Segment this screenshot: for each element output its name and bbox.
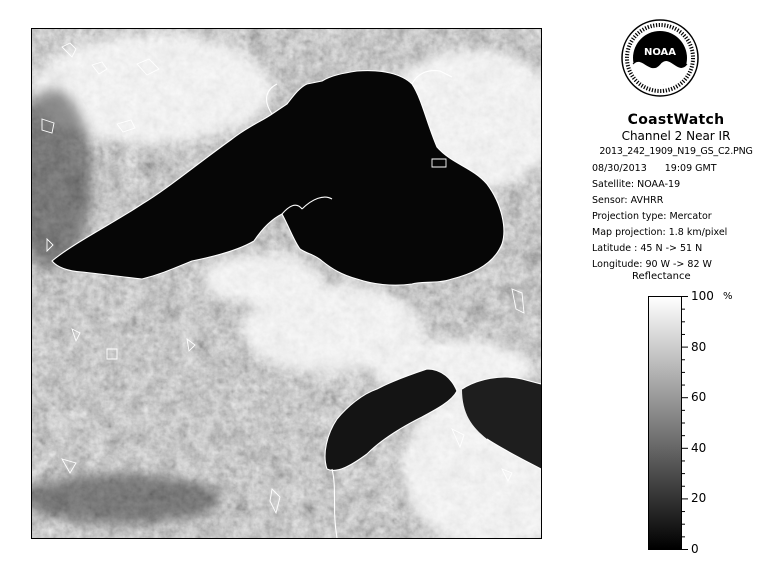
- colorbar-ticks: [681, 296, 741, 556]
- logo-label: NOAA: [643, 47, 677, 58]
- satellite-label: Satellite: NOAA-19: [592, 179, 681, 190]
- channel-label: Channel 2 Near IR: [621, 129, 731, 143]
- colorbar-tick-label: 40: [691, 440, 707, 455]
- map-projection-label: Map projection: 1.8 km/pixel: [592, 227, 728, 238]
- satellite-image: [31, 28, 542, 539]
- colorbar-tick-label: 80: [691, 339, 707, 354]
- noaa-logo: [620, 18, 700, 102]
- colorbar-tick-label: 20: [691, 491, 707, 506]
- projection-type-label: Projection type: Mercator: [592, 211, 712, 222]
- reflectance-colorbar: [648, 296, 682, 550]
- colorbar-tick-label: 100: [691, 289, 714, 303]
- acquisition-date: 08/30/2013: [592, 163, 647, 174]
- filename-label: 2013_242_1909_N19_GS_C2.PNG: [599, 146, 753, 157]
- longitude-label: Longitude: 90 W -> 82 W: [592, 259, 712, 270]
- acquisition-datetime: [592, 163, 717, 174]
- legend-title: Reflectance: [632, 271, 691, 282]
- colorbar-tick-label: 0: [691, 542, 699, 556]
- sensor-label: Sensor: AVHRR: [592, 195, 664, 206]
- latitude-label: Latitude : 45 N -> 51 N: [592, 243, 703, 254]
- legend-unit: %: [723, 291, 733, 302]
- colorbar-tick-label: 60: [691, 390, 707, 405]
- product-title: CoastWatch: [627, 112, 725, 128]
- acquisition-time: 19:09 GMT: [664, 163, 717, 174]
